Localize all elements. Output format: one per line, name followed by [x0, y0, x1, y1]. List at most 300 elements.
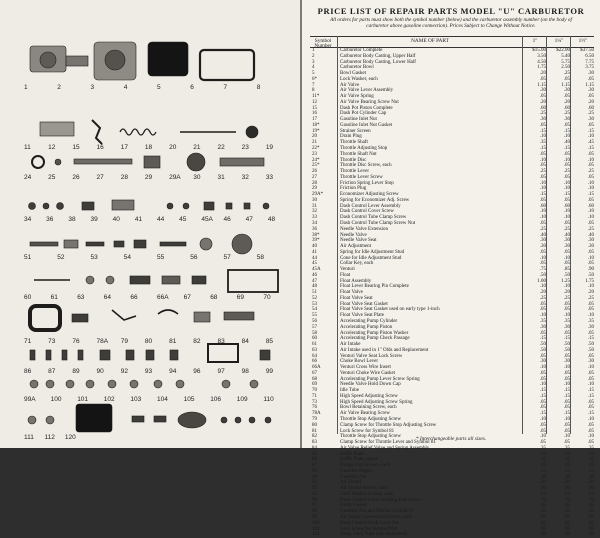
part-number-label: 78A — [96, 338, 109, 345]
part-number-label: 48 — [267, 216, 276, 223]
part-number-label: 38 — [68, 216, 76, 223]
row-symbol: 12 — [312, 99, 317, 105]
part-number-label: 112 — [44, 434, 55, 441]
row-price-1: .25 — [539, 111, 546, 117]
row-price-2: .15 — [563, 457, 570, 463]
part-number-label: 51 — [24, 254, 32, 261]
row-part-name: Carburetor Bowl — [340, 65, 374, 71]
row-price-1: .15 — [539, 128, 546, 134]
row-price-3: .05 — [587, 399, 594, 405]
part-number-label: 111 — [24, 434, 34, 441]
part-number-label: 8 — [256, 84, 261, 91]
row-price-1: .10 — [539, 365, 546, 371]
row-part-name: Clamp Screw for Throttle Stop Adjusting Screw — [340, 422, 437, 428]
part-number-label: 76 — [72, 338, 80, 345]
row-part-name: Dash Control Tube Clamp Screw Nut — [340, 220, 416, 226]
row-part-name: Gasoline Inlet Nut — [340, 117, 377, 123]
row-price-2: .15 — [563, 388, 570, 394]
row-symbol: 23 — [312, 151, 317, 157]
row-price-2: .25 — [563, 226, 570, 232]
table-rule — [546, 36, 547, 434]
row-part-name: Lock Screw for Symbol 81 — [340, 428, 395, 434]
row-part-name: Spring for Idle Adjustment Stud — [340, 249, 405, 255]
row-price-2: .15 — [563, 192, 570, 198]
row-part-name: Throttle Disc — [340, 157, 367, 163]
row-price-3: .15 — [587, 336, 594, 342]
row-price-2: .30 — [563, 244, 570, 250]
row-price-3: .30 — [587, 359, 594, 365]
part-number-label: 36 — [46, 216, 54, 223]
row-price-2: .05 — [563, 197, 570, 203]
row-price-2: .10 — [563, 209, 570, 215]
row-part-name: Economizer Adjusting Screw — [340, 192, 399, 198]
row-price-3: 6.50 — [585, 53, 594, 59]
row-price-1: .15 — [539, 393, 546, 399]
part-number-label: 30 — [193, 174, 201, 181]
row-symbol: 21 — [312, 140, 317, 146]
row-symbol: 45 — [312, 261, 317, 267]
row-price-3: .05 — [587, 151, 594, 157]
row-price-3: .05 — [587, 301, 594, 307]
row-price-3: .30 — [587, 324, 594, 330]
row-symbol: 28 — [312, 180, 317, 186]
part-number-label: 97 — [217, 368, 225, 375]
row-price-3: .30 — [587, 71, 594, 77]
row-price-2: .30 — [563, 117, 570, 123]
row-price-2: .05 — [563, 503, 570, 509]
row-part-name: Spring for Economizer Adj. Screw — [340, 197, 410, 203]
row-symbol: 71 — [312, 393, 317, 399]
row-price-2: .15 — [563, 451, 570, 457]
part-number-label: 79 — [120, 338, 128, 345]
header-name: NAME OF PART — [411, 38, 449, 44]
row-symbol: 29 — [312, 186, 317, 192]
row-part-name: Air Adjustment — [340, 244, 371, 250]
row-symbol: 51 — [312, 290, 317, 296]
row-price-1: .05 — [539, 353, 546, 359]
row-price-3: .15 — [587, 388, 594, 394]
row-part-name: Dash Control Shaft Lock Nut — [340, 520, 399, 526]
row-symbol: 55 — [312, 313, 317, 319]
row-symbol: 29A* — [312, 192, 324, 198]
part-number-label: 40 — [112, 216, 120, 223]
part-number-label: 60 — [24, 294, 32, 301]
row-price-2: .10 — [563, 417, 570, 422]
row-price-3: .40 — [587, 232, 594, 238]
row-price-2: .05 — [563, 376, 570, 382]
row-part-name: Air Valve Bearing Screw — [340, 411, 391, 417]
row-price-2: .05 — [563, 440, 570, 446]
row-price-1: .10 — [539, 509, 546, 515]
row-price-1: .30 — [539, 117, 546, 123]
row-price-1: .05 — [539, 122, 546, 128]
row-part-name: Throttle Stop Adjusting Screw — [340, 417, 401, 422]
row-price-1: .05 — [539, 163, 546, 169]
row-price-1: .50 — [539, 272, 546, 278]
row-price-2: .15 — [563, 146, 570, 152]
part-number-label: 99 — [265, 368, 274, 375]
row-part-name: Gasoline Nipple — [340, 468, 373, 474]
part-number-label: 98 — [241, 368, 249, 375]
row-part-name: Strainer Screen — [340, 128, 371, 134]
part-number-label: 85 — [265, 338, 274, 345]
row-price-3: .05 — [587, 486, 594, 492]
row-part-name: Dash Control Cover Screw — [340, 209, 395, 215]
part-number-label: 53 — [90, 254, 98, 261]
part-number-label: 96 — [193, 368, 201, 375]
row-symbol: 34 — [312, 220, 317, 226]
row-price-2: 1.25 — [561, 278, 570, 284]
row-symbol: 6* — [312, 76, 317, 82]
row-price-1: .10 — [539, 157, 546, 163]
row-price-2: .35 — [563, 318, 570, 324]
row-price-3: 3.75 — [585, 65, 594, 71]
part-number-label: 4 — [123, 84, 128, 91]
row-price-1: .05 — [539, 463, 546, 469]
row-price-2: .05 — [563, 94, 570, 100]
row-symbol: 5 — [312, 71, 315, 77]
row-price-1: 1.75 — [537, 65, 546, 71]
table-rule — [337, 36, 338, 434]
row-price-1: .05 — [539, 503, 546, 509]
row-symbol: 52 — [312, 295, 317, 301]
part-number-label: 66A — [157, 294, 169, 301]
row-part-name: Collar Key, each — [340, 261, 374, 267]
row-symbol: 102 — [312, 532, 320, 538]
part-number-label: 57 — [223, 254, 231, 261]
parts-plate-page — [0, 0, 300, 448]
row-price-2: .20 — [563, 99, 570, 105]
row-symbol: 46 — [312, 272, 317, 278]
row-price-3: .05 — [587, 440, 594, 446]
row-price-3: .15 — [587, 411, 594, 417]
row-price-2: 5.75 — [561, 59, 570, 65]
row-price-1: .10 — [539, 134, 546, 140]
row-part-name: Choke Bowl Lever — [340, 359, 379, 365]
part-number-label: 18 — [144, 144, 153, 151]
table-row — [310, 532, 594, 538]
row-symbol: 15 — [312, 105, 317, 111]
row-symbol: 64 — [312, 353, 317, 359]
row-price-2: .05 — [563, 526, 570, 532]
part-number-label: 105 — [183, 396, 195, 403]
part-number-label: 46 — [223, 216, 231, 223]
row-price-1: .10 — [539, 474, 546, 480]
row-price-3: .05 — [587, 491, 594, 497]
row-symbol: 85 — [312, 451, 317, 457]
row-part-name: Float Valve — [340, 290, 363, 296]
row-part-name: Dash Pot Cylinder Cap — [340, 111, 387, 117]
part-number-label: 64 — [103, 294, 112, 301]
row-part-name: Float — [340, 272, 351, 278]
row-part-name: Dash Control Lever Binding Post Screw — [340, 497, 421, 503]
row-price-3: .10 — [587, 417, 594, 422]
part-number-label: 24 — [24, 174, 32, 181]
row-part-name: Air Valve Spring — [340, 94, 374, 100]
row-price-3: .05 — [587, 122, 594, 128]
row-price-3: .05 — [587, 249, 594, 255]
row-part-name: Throttle Shaft — [340, 140, 368, 146]
row-part-name: Throttle Shaft Nut — [340, 151, 377, 157]
row-price-3: .10 — [587, 497, 594, 503]
row-price-1: .15 — [539, 451, 546, 457]
row-price-2: .20 — [563, 480, 570, 486]
row-part-name: Lock Washer, each — [340, 76, 378, 82]
part-number-label: 69 — [236, 294, 245, 301]
part-number-label: 101 — [77, 396, 89, 403]
part-number-label: 32 — [241, 174, 249, 181]
row-part-name: Air Intake used in 1" Olds and Replacement — [340, 347, 429, 353]
row-symbol: 33 — [312, 215, 317, 221]
row-symbol: 24* — [312, 157, 320, 163]
row-price-3: .05 — [587, 307, 594, 313]
part-number-label: 20 — [169, 144, 177, 151]
part-number-label: 45A — [201, 216, 213, 223]
row-part-name: Needle Valve — [340, 232, 367, 238]
header-symbol: Symbol Number — [314, 38, 332, 49]
row-symbol: 78A — [312, 411, 321, 417]
part-number-label: 41 — [134, 216, 143, 223]
row-price-2: .15 — [563, 336, 570, 342]
row-price-1: .05 — [539, 370, 546, 376]
row-part-name: Float Assembly — [340, 278, 372, 284]
row-price-1: .35 — [539, 140, 546, 146]
row-price-1: .05 — [539, 491, 546, 497]
part-number-label: 67 — [183, 294, 191, 301]
row-price-1: .10 — [539, 417, 546, 422]
row-part-name: Air Intake — [340, 342, 361, 348]
row-price-2: .05 — [563, 486, 570, 492]
part-number-label: 45 — [179, 216, 187, 223]
part-number-label: 66 — [130, 294, 138, 301]
row-price-1: .15 — [539, 388, 546, 394]
row-symbol: 58 — [312, 330, 317, 336]
row-price-2: .05 — [563, 151, 570, 157]
row-price-2: 2.50 — [561, 65, 570, 71]
row-price-2: .10 — [563, 509, 570, 515]
row-symbol: 8 — [312, 88, 315, 94]
row-price-2: .50 — [563, 272, 570, 278]
row-price-3: .30 — [587, 117, 594, 123]
row-price-2: .60 — [563, 105, 570, 111]
row-price-3: .25 — [587, 169, 594, 175]
row-price-2: .05 — [563, 491, 570, 497]
part-number-label: 28 — [120, 174, 128, 181]
row-part-name: Venturi Valve Seat Lock Screw — [340, 353, 403, 359]
row-price-1: .30 — [539, 88, 546, 94]
row-price-1: 1.15 — [537, 82, 546, 88]
row-part-name: Lock Washer Screws, each — [340, 491, 394, 497]
row-part-name: Carburetor Complete — [340, 48, 383, 53]
row-symbol: 94 — [312, 491, 317, 497]
row-price-2: .10 — [563, 474, 570, 480]
row-price-1: .05 — [539, 376, 546, 382]
row-price-1: .10 — [539, 186, 546, 192]
row-price-3: .05 — [587, 526, 594, 532]
row-symbol: 86 — [312, 457, 317, 463]
row-price-2: .25 — [563, 111, 570, 117]
row-symbol: 53 — [312, 301, 317, 307]
part-number-label: 29A — [169, 174, 181, 181]
row-part-name: Air Intake Connection Screws, each — [340, 515, 413, 521]
part-number-label: 27 — [96, 174, 104, 181]
row-part-name: Dash Control Tube Clamp Screw — [340, 215, 407, 221]
part-number-label: 68 — [210, 294, 218, 301]
part-number-label: 2 — [57, 84, 61, 91]
row-price-2: .10 — [563, 434, 570, 440]
row-price-1: .75 — [539, 267, 546, 273]
row-part-name: Dash Pot Piston Complete — [340, 105, 393, 111]
row-price-1: .05 — [539, 422, 546, 428]
row-part-name: Bowl Retaining Screw, each — [340, 405, 397, 411]
row-price-1: .05 — [539, 428, 546, 434]
row-price-2: .10 — [563, 180, 570, 186]
row-part-name: Float Valve Seat Plate — [340, 313, 384, 319]
row-symbol: 41 — [312, 249, 317, 255]
row-symbol: 79 — [312, 417, 317, 422]
row-price-1: .35 — [539, 318, 546, 324]
row-price-1: .20 — [539, 480, 546, 486]
row-symbol: 81 — [312, 428, 317, 434]
row-symbol: 22* — [312, 146, 320, 152]
row-part-name: Friction Plug — [340, 186, 367, 192]
row-price-2: .05 — [563, 261, 570, 267]
row-price-3: .60 — [587, 105, 594, 111]
row-price-1: .05 — [539, 399, 546, 405]
row-price-1: .05 — [539, 307, 546, 313]
row-part-name: Venturi Choke Wire Gasket — [340, 370, 396, 376]
part-number-label: 84 — [241, 338, 249, 345]
row-symbol: 20 — [312, 134, 317, 140]
row-part-name: Pump Gasket — [340, 503, 367, 509]
row-price-2: .15 — [563, 128, 570, 134]
part-number-label: 31 — [217, 174, 225, 181]
row-symbol: 97 — [312, 503, 317, 509]
row-price-1: .15 — [539, 457, 546, 463]
row-price-1: .50 — [539, 342, 546, 348]
row-price-1: 3.50 — [537, 53, 546, 59]
row-price-1: .05 — [539, 486, 546, 492]
row-price-3: .25 — [587, 111, 594, 117]
row-symbol: 47 — [312, 278, 317, 284]
row-symbol: 54 — [312, 307, 317, 313]
parts-illustration-plate — [20, 24, 296, 440]
header-size-2: 1¼" — [554, 38, 564, 44]
part-number-label: 80 — [144, 338, 153, 345]
row-price-1: .05 — [539, 405, 546, 411]
row-part-name: Air Shield — [340, 480, 361, 486]
row-symbol: 101 — [312, 526, 320, 532]
row-price-1: .10 — [539, 382, 546, 388]
row-price-2: .35 — [563, 445, 570, 451]
row-part-name: Throttle Disc Screw, each — [340, 163, 392, 169]
row-price-1: .05 — [539, 174, 546, 180]
row-price-3: .05 — [587, 353, 594, 359]
row-price-1: .15 — [539, 192, 546, 198]
part-number-label: 73 — [48, 338, 56, 345]
row-symbol: 66A — [312, 365, 321, 371]
row-price-1: .30 — [539, 359, 546, 365]
row-price-3: .10 — [587, 186, 594, 192]
row-price-3: .10 — [587, 209, 594, 215]
row-symbol: 100 — [312, 520, 320, 526]
row-price-2: .10 — [563, 255, 570, 261]
part-number-label: 94 — [169, 368, 177, 375]
row-price-3: .05 — [587, 220, 594, 226]
row-symbol: 44 — [312, 255, 317, 261]
row-part-name: Throttle Stop Adjusting Screw — [340, 434, 401, 440]
row-price-3: 7.75 — [585, 59, 594, 65]
row-price-3: .30 — [587, 244, 594, 250]
row-price-2: 5.40 — [561, 53, 570, 59]
part-number-label: 23 — [241, 144, 249, 151]
row-price-2: .05 — [563, 301, 570, 307]
header-size-3: 1½" — [578, 38, 588, 44]
row-price-2: .15 — [563, 393, 570, 399]
row-price-2: .05 — [563, 399, 570, 405]
row-symbol: 90 — [312, 474, 317, 480]
row-price-2: .60 — [563, 203, 570, 209]
row-price-3: 1.15 — [585, 82, 594, 88]
row-part-name: Lock Screw for Symbol 95A — [340, 526, 398, 532]
row-price-1: .05 — [539, 151, 546, 157]
row-price-1: .50 — [539, 347, 546, 353]
part-number-label: 87 — [48, 368, 56, 375]
part-number-label: 19 — [265, 144, 274, 151]
row-part-name: Cone for Idle Adjustment Stud — [340, 255, 402, 261]
row-symbol: 57 — [312, 324, 317, 330]
part-number-label: 34 — [24, 216, 32, 223]
row-symbol: 68 — [312, 376, 317, 382]
part-number-label: 82 — [193, 338, 201, 345]
row-part-name: Carburetor Body Casting, Upper Half — [340, 53, 416, 59]
row-price-1: .05 — [539, 526, 546, 532]
row-price-3: .05 — [587, 330, 594, 336]
row-price-1: .10 — [539, 209, 546, 215]
row-price-1: .05 — [539, 220, 546, 226]
row-price-3: .15 — [587, 451, 594, 457]
price-list-page — [302, 0, 600, 538]
row-price-2: .30 — [563, 359, 570, 365]
row-part-name: High Speed Adjusting Screw — [340, 393, 398, 399]
row-price-1: .05 — [539, 515, 546, 521]
row-price-1: .05 — [539, 520, 546, 526]
row-part-name: Air Valve Lever Assembly — [340, 88, 394, 94]
part-number-label: 3 — [90, 84, 95, 91]
row-symbol: 25* — [312, 163, 320, 169]
row-part-name: Needle Valve Seat — [340, 238, 377, 244]
row-price-3: .60 — [587, 203, 594, 209]
row-price-2: .05 — [563, 422, 570, 428]
row-price-1: .20 — [539, 71, 546, 77]
row-price-3: .10 — [587, 215, 594, 221]
row-price-3: .10 — [587, 134, 594, 140]
row-price-2: .50 — [563, 347, 570, 353]
part-number-label: 104 — [157, 396, 168, 403]
row-price-3: .20 — [587, 99, 594, 105]
row-symbol: 18* — [312, 122, 320, 128]
row-price-1: .15 — [539, 146, 546, 152]
row-part-name: Float Valve Seat Gasket — [340, 301, 388, 307]
row-part-name: Venturi — [340, 267, 355, 273]
row-price-3: .05 — [587, 515, 594, 521]
row-symbol: 1 — [312, 48, 315, 53]
row-part-name: Needle Valve Extension — [340, 226, 388, 232]
row-symbol: 82 — [312, 434, 317, 440]
row-price-3: .30 — [587, 238, 594, 244]
row-price-3: .10 — [587, 509, 594, 515]
part-number-label: 1 — [24, 84, 28, 91]
